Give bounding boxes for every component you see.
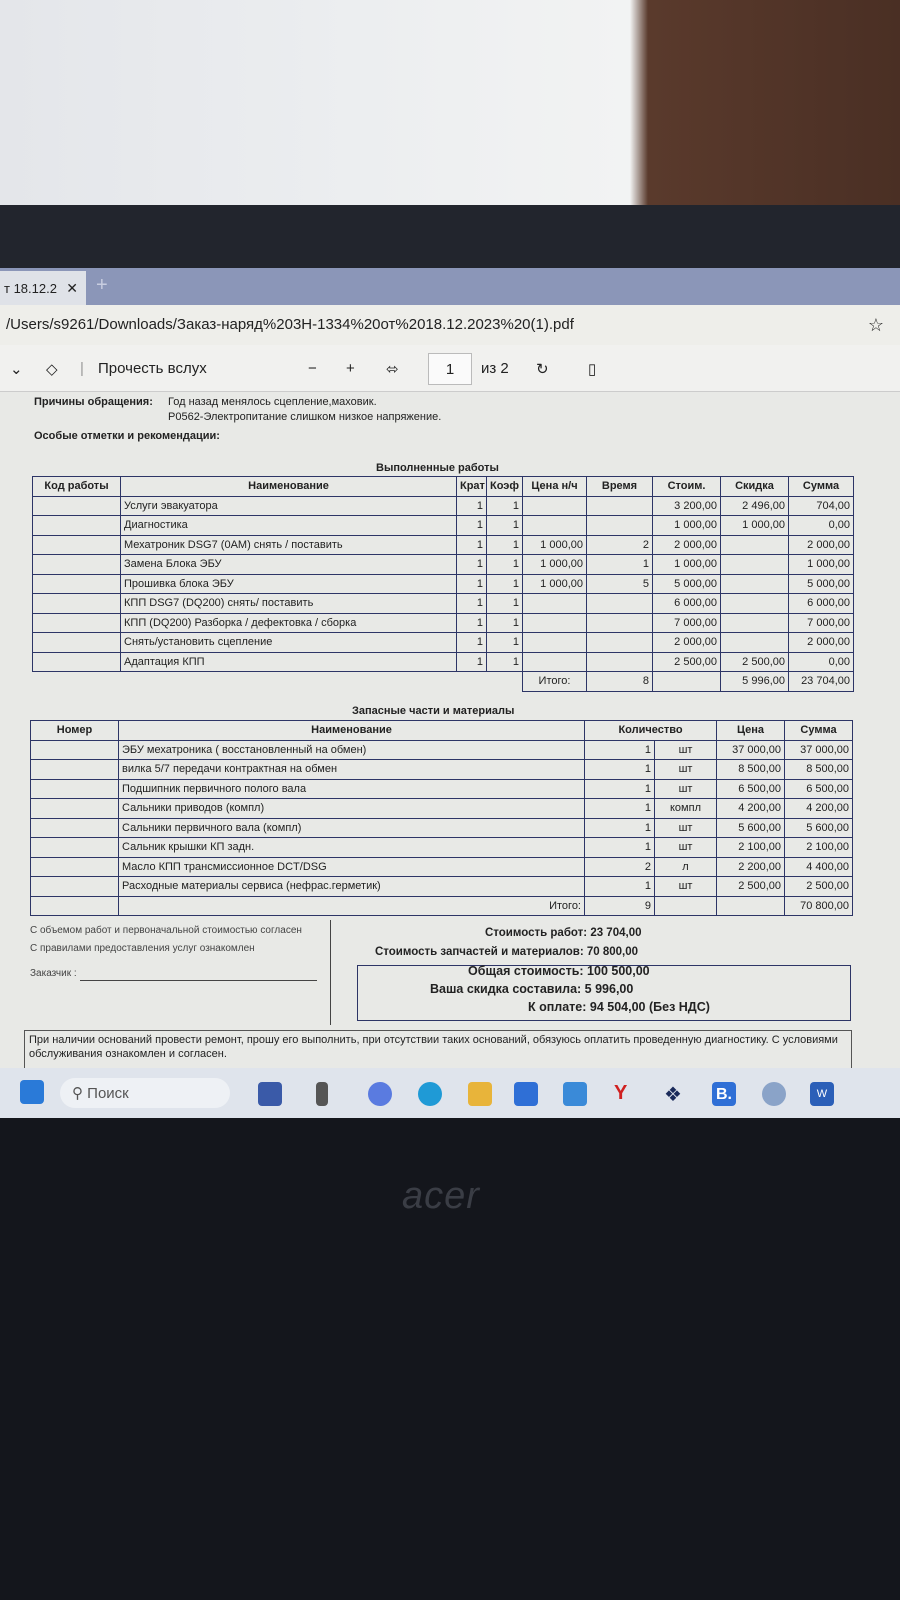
table-cell: Сальники первичного вала (компл) (119, 818, 585, 838)
edge-icon[interactable] (418, 1082, 442, 1106)
table-cell (33, 672, 121, 692)
eraser-icon[interactable]: ◇ (46, 361, 58, 378)
table-cell: 1 (457, 633, 487, 653)
column-header: Скидка (721, 477, 789, 497)
table-cell: 1 (457, 652, 487, 672)
reason-label: Причины обращения: (34, 396, 153, 408)
meet-icon[interactable] (368, 1082, 392, 1106)
favorite-star-icon[interactable]: ☆ (867, 315, 884, 335)
column-header: Количество (585, 721, 717, 741)
word-icon[interactable]: W (810, 1082, 834, 1106)
table-row (33, 535, 854, 555)
table-cell (587, 594, 653, 614)
zoom-out-button[interactable]: − (308, 360, 317, 377)
table-cell: 1 (457, 535, 487, 555)
table-cell: 1 (587, 555, 653, 575)
table-cell: КПП (DQ200) Разборка / дефектовка / сборка (121, 613, 457, 633)
table-cell (487, 672, 523, 692)
agree-text: С правилами предоставления услуг ознакомлен (30, 943, 255, 954)
new-tab-button[interactable]: + (96, 274, 108, 296)
table-cell: 1 (457, 574, 487, 594)
table-cell: 2 500,00 (653, 652, 721, 672)
table-cell (721, 535, 789, 555)
table-cell: 4 200,00 (717, 799, 785, 819)
yandex-icon[interactable]: Y (614, 1082, 628, 1104)
windows-start-icon[interactable] (20, 1080, 44, 1104)
acer-logo: acer (402, 1175, 480, 1217)
total-sum: 70 800,00 (785, 896, 853, 916)
table-cell: 5 000,00 (653, 574, 721, 594)
table-cell: 1 (487, 555, 523, 575)
table-cell: 8 500,00 (785, 760, 853, 780)
total-qty: 9 (585, 896, 655, 916)
table-cell: 2 200,00 (717, 857, 785, 877)
table-cell (523, 633, 587, 653)
table-cell: 1 000,00 (789, 555, 854, 575)
table-cell: 1 (487, 516, 523, 536)
table-cell: 1 (585, 838, 655, 858)
table-cell: шт (655, 877, 717, 897)
mail-icon[interactable] (563, 1082, 587, 1106)
table-cell (587, 496, 653, 516)
table-cell: 1 (585, 877, 655, 897)
table-cell (33, 555, 121, 575)
table-cell: Масло КПП трансмиссионное DCT/DSG (119, 857, 585, 877)
parts-table (30, 720, 853, 916)
table-cell (721, 555, 789, 575)
table-cell (33, 496, 121, 516)
table-cell (587, 633, 653, 653)
terms-note: При наличии оснований провести ремонт, прошу его выполнить, при отсутствии таких оснований, обязуюсь оплатить проведенную диагностику. С условиями обслуживания ознакомлен и согласен. (24, 1030, 852, 1070)
table-cell: 1 (487, 574, 523, 594)
total-discount: 5 996,00 (721, 672, 789, 692)
table-cell (31, 740, 119, 760)
table-cell: 1 (585, 740, 655, 760)
table-cell: 1 (457, 594, 487, 614)
page-number-input[interactable]: 1 (428, 353, 472, 385)
table-cell: 5 000,00 (789, 574, 854, 594)
address-bar[interactable] (0, 305, 900, 345)
column-header: Код работы (33, 477, 121, 497)
table-cell (33, 574, 121, 594)
table-cell: 1 (487, 633, 523, 653)
table-cell: 704,00 (789, 496, 854, 516)
table-cell: 1 (457, 496, 487, 516)
table-cell: Мехатроник DSG7 (0AM) снять / поставить (121, 535, 457, 555)
table-cell (523, 594, 587, 614)
table-row (31, 877, 853, 897)
table-cell: 4 400,00 (785, 857, 853, 877)
table-row (33, 516, 854, 536)
table-row (31, 857, 853, 877)
table-cell (721, 613, 789, 633)
table-cell: вилка 5/7 передачи контрактная на обмен (119, 760, 585, 780)
table-cell: Прошивка блока ЭБУ (121, 574, 457, 594)
table-row (33, 652, 854, 672)
works-title: Выполненные работы (376, 462, 499, 474)
store-icon[interactable] (514, 1082, 538, 1106)
table-cell: 2 (585, 857, 655, 877)
divider (330, 920, 331, 1025)
table-cell: 2 000,00 (789, 535, 854, 555)
table-row (31, 799, 853, 819)
table-row (31, 779, 853, 799)
table-cell (33, 535, 121, 555)
table-cell: 2 500,00 (717, 877, 785, 897)
table-cell (31, 838, 119, 858)
table-cell: шт (655, 838, 717, 858)
page-count: из 2 (481, 360, 509, 377)
total-time: 8 (587, 672, 653, 692)
table-cell: 2 100,00 (785, 838, 853, 858)
table-cell: Сальники приводов (компл) (119, 799, 585, 819)
table-cell: ЭБУ мехатроника ( восстановленный на обмен) (119, 740, 585, 760)
table-cell: Замена Блока ЭБУ (121, 555, 457, 575)
works-table (32, 476, 854, 692)
table-cell: Сальник крышки КП задн. (119, 838, 585, 858)
table-cell: шт (655, 818, 717, 838)
table-cell (31, 896, 119, 916)
table-cell (33, 594, 121, 614)
table-cell: 1 (487, 535, 523, 555)
table-cell: 2 000,00 (653, 535, 721, 555)
table-cell: 1 (487, 613, 523, 633)
app-icon[interactable] (316, 1082, 328, 1106)
table-cell (721, 594, 789, 614)
table-cell: 6 000,00 (789, 594, 854, 614)
table-cell (457, 672, 487, 692)
table-cell (33, 652, 121, 672)
table-cell: 2 (587, 535, 653, 555)
reason-line: Год назад менялось сцепление,маховик. (168, 396, 377, 408)
column-header: Сумма (789, 477, 854, 497)
table-cell (523, 613, 587, 633)
table-cell: 1 000,00 (523, 555, 587, 575)
browser-tab[interactable] (0, 271, 86, 305)
table-cell (33, 633, 121, 653)
customer-label: Заказчик : (30, 968, 77, 979)
divider: | (80, 360, 84, 377)
search-placeholder: Поиск (87, 1085, 129, 1102)
table-cell: Подшипник первичного полого вала (119, 779, 585, 799)
table-cell (721, 633, 789, 653)
table-cell (31, 799, 119, 819)
table-row (31, 740, 853, 760)
column-header: Наименование (119, 721, 585, 741)
column-header: Цена (717, 721, 785, 741)
column-header: Коэф (487, 477, 523, 497)
total-row (33, 672, 854, 692)
table-cell (523, 516, 587, 536)
table-cell: 6 500,00 (717, 779, 785, 799)
table-cell (33, 613, 121, 633)
parts-title: Запасные части и материалы (352, 705, 515, 717)
table-cell: 1 (457, 613, 487, 633)
table-cell (31, 857, 119, 877)
table-row (33, 496, 854, 516)
table-row (31, 760, 853, 780)
table-row (33, 555, 854, 575)
total-row (31, 896, 853, 916)
amount-to-pay: К оплате: 94 504,00 (Без НДС) (528, 1000, 710, 1014)
vk-icon[interactable]: B. (712, 1082, 736, 1106)
pdf-toolbar (0, 345, 900, 392)
column-header: Наименование (121, 477, 457, 497)
table-cell: 2 500,00 (785, 877, 853, 897)
table-cell (721, 574, 789, 594)
table-cell: 1 (487, 652, 523, 672)
table-cell (33, 516, 121, 536)
table-cell: 1 (585, 760, 655, 780)
table-cell: 1 000,00 (523, 574, 587, 594)
table-cell: 1 (457, 516, 487, 536)
table-row (33, 574, 854, 594)
fit-width-icon[interactable]: ⬄ (386, 361, 399, 378)
table-cell (523, 652, 587, 672)
table-cell (31, 779, 119, 799)
discount-total: Ваша скидка составила: 5 996,00 (430, 982, 634, 996)
table-cell (717, 896, 785, 916)
column-header: Крат (457, 477, 487, 497)
table-cell: 2 000,00 (653, 633, 721, 653)
table-cell: 5 600,00 (785, 818, 853, 838)
background-photo (0, 0, 900, 205)
notes-label: Особые отметки и рекомендации: (34, 430, 220, 442)
url-text: /Users/s9261/Downloads/Заказ-наряд%203Н-1334%20от%2018.12.2023%20(1).pdf (6, 316, 574, 333)
table-cell: 1 (585, 818, 655, 838)
column-header: Номер (31, 721, 119, 741)
rotate-icon[interactable]: ↻ (536, 361, 549, 378)
table-cell: 5 (587, 574, 653, 594)
table-cell: 2 496,00 (721, 496, 789, 516)
table-cell: 3 200,00 (653, 496, 721, 516)
table-cell: Диагностика (121, 516, 457, 536)
table-cell: 2 500,00 (721, 652, 789, 672)
table-cell (587, 516, 653, 536)
table-cell: 4 200,00 (785, 799, 853, 819)
table-cell: 7 000,00 (789, 613, 854, 633)
table-row (31, 818, 853, 838)
table-cell: 1 000,00 (653, 516, 721, 536)
table-cell: 2 000,00 (789, 633, 854, 653)
screen-bezel (0, 205, 900, 268)
column-header: Цена н/ч (523, 477, 587, 497)
table-cell: шт (655, 740, 717, 760)
taskbar (0, 1068, 900, 1118)
browser-tab-bar (0, 268, 900, 305)
page-view-icon[interactable]: ▯ (588, 361, 597, 378)
table-cell: 37 000,00 (717, 740, 785, 760)
table-cell (587, 652, 653, 672)
zoom-in-button[interactable]: + (346, 360, 355, 377)
table-cell (523, 496, 587, 516)
table-cell: шт (655, 779, 717, 799)
agree-text: С объемом работ и первоначальной стоимостью согласен (30, 925, 302, 936)
table-cell: 1 (457, 555, 487, 575)
parts-cost: Стоимость запчастей и материалов: 70 800,00 (375, 946, 639, 958)
table-cell: 8 500,00 (717, 760, 785, 780)
table-cell: 1 (585, 779, 655, 799)
table-cell (31, 760, 119, 780)
table-cell: л (655, 857, 717, 877)
table-cell: Услуги эвакуатора (121, 496, 457, 516)
table-cell (655, 896, 717, 916)
total-label: Итого: (119, 896, 585, 916)
table-cell (121, 672, 457, 692)
table-cell (31, 818, 119, 838)
table-cell: 0,00 (789, 516, 854, 536)
tab-title: т 18.12.2 (4, 281, 57, 296)
table-cell: 37 000,00 (785, 740, 853, 760)
taskbar-search[interactable]: ⚲ Поиск (60, 1078, 230, 1108)
table-cell (587, 613, 653, 633)
table-cell: КПП DSG7 (DQ200) снять/ поставить (121, 594, 457, 614)
signature-line (80, 980, 317, 981)
table-cell: 2 100,00 (717, 838, 785, 858)
table-cell: Снять/установить сцепление (121, 633, 457, 653)
table-cell: 1 (487, 496, 523, 516)
column-header: Время (587, 477, 653, 497)
table-cell: Расходные материалы сервиса (нефрас.герметик) (119, 877, 585, 897)
reason-line: P0562-Электропитание слишком низкое напряжение. (168, 411, 442, 423)
table-cell: 0,00 (789, 652, 854, 672)
table-cell: 6 000,00 (653, 594, 721, 614)
table-cell: шт (655, 760, 717, 780)
table-cell: 5 600,00 (717, 818, 785, 838)
column-header: Сумма (785, 721, 853, 741)
table-cell: 1 000,00 (523, 535, 587, 555)
table-cell: 1 (487, 594, 523, 614)
total-label: Итого: (523, 672, 587, 692)
widgets-icon[interactable] (258, 1082, 282, 1106)
table-cell: Адаптация КПП (121, 652, 457, 672)
table-cell (31, 877, 119, 897)
chevron-down-icon[interactable]: ⌄ (10, 361, 23, 378)
read-aloud-button[interactable]: Прочесть вслух (98, 360, 207, 377)
table-cell: 7 000,00 (653, 613, 721, 633)
settings-icon[interactable] (762, 1082, 786, 1106)
dropbox-icon[interactable]: ❖ (664, 1084, 682, 1106)
table-cell (653, 672, 721, 692)
column-header: Стоим. (653, 477, 721, 497)
table-cell: 1 000,00 (653, 555, 721, 575)
works-cost: Стоимость работ: 23 704,00 (485, 927, 642, 939)
close-tab-icon[interactable]: ✕ (66, 280, 78, 296)
table-row (31, 838, 853, 858)
total-cost: Общая стоимость: 100 500,00 (468, 964, 650, 978)
table-cell: 6 500,00 (785, 779, 853, 799)
table-row (33, 594, 854, 614)
folder-icon[interactable] (468, 1082, 492, 1106)
table-cell: 1 000,00 (721, 516, 789, 536)
table-cell: 1 (585, 799, 655, 819)
table-row (33, 633, 854, 653)
total-sum: 23 704,00 (789, 672, 854, 692)
table-cell: компл (655, 799, 717, 819)
table-row (33, 613, 854, 633)
